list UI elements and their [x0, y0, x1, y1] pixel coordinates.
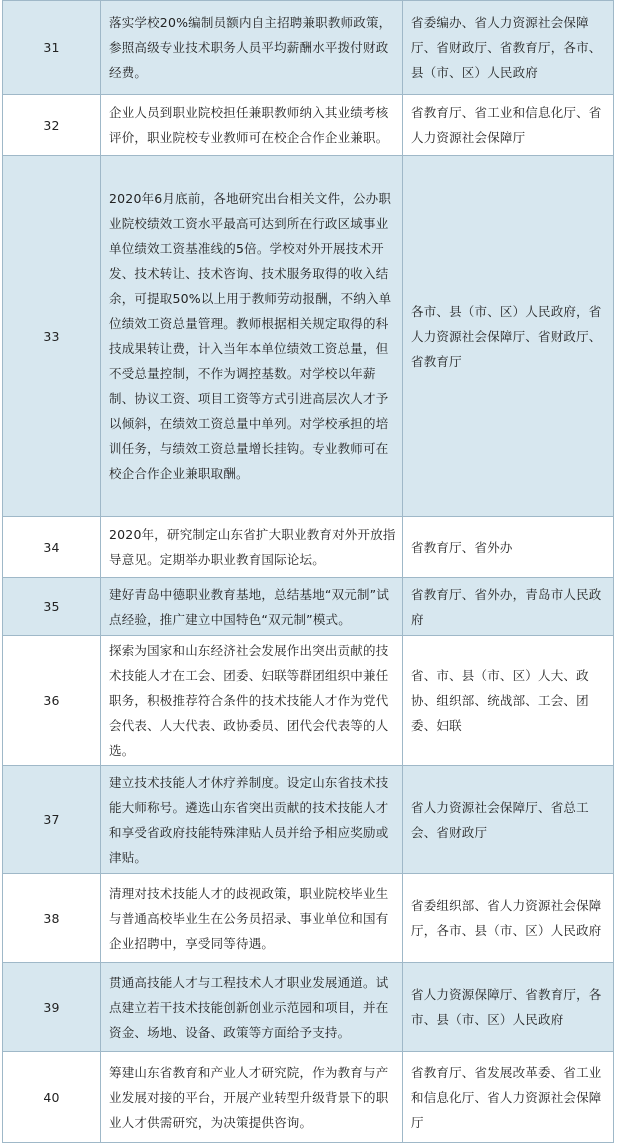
- table-row: [3, 963, 614, 1052]
- row-number: 39: [3, 963, 101, 1052]
- row-number: 38: [3, 874, 101, 963]
- row-number: 34: [3, 517, 101, 578]
- measure-text: 企业人员到职业院校担任兼职教师纳入其业绩考核评价，职业院校专业教师可在校企合作企业兼职。: [101, 95, 403, 156]
- department-text: 省人力资源保障厅、省教育厅，各市、县（市、区）人民政府: [403, 963, 614, 1052]
- department-text: 省人力资源社会保障厅、省总工会、省财政厅: [403, 766, 614, 874]
- table-row: [3, 578, 614, 636]
- row-number: 33: [3, 156, 101, 517]
- policy-table: [2, 0, 614, 1143]
- department-text: 省教育厅、省外办，青岛市人民政府: [403, 578, 614, 636]
- row-number: 40: [3, 1052, 101, 1143]
- measure-text: 清理对技术技能人才的歧视政策，职业院校毕业生与普通高校毕业生在公务员招录、事业单位和国有企业招聘中，享受同等待遇。: [101, 874, 403, 963]
- table-row: [3, 156, 614, 517]
- row-number: 37: [3, 766, 101, 874]
- measure-text: 探索为国家和山东经济社会发展作出突出贡献的技术技能人才在工会、团委、妇联等群团组织中兼任职务，积极推荐符合条件的技术技能人才作为党代会代表、人大代表、政协委员、团代会代表等的人选。: [101, 636, 403, 766]
- table-row: [3, 874, 614, 963]
- table-row: [3, 95, 614, 156]
- department-text: 省委编办、省人力资源社会保障厅、省财政厅、省教育厅，各市、县（市、区）人民政府: [403, 1, 614, 95]
- department-text: 省教育厅、省发展改革委、省工业和信息化厅、省人力资源社会保障厅: [403, 1052, 614, 1143]
- department-text: 省教育厅、省外办: [403, 517, 614, 578]
- measure-text: 贯通高技能人才与工程技术人才职业发展通道。试点建立若干技术技能创新创业示范园和项目，并在资金、场地、设备、政策等方面给予支持。: [101, 963, 403, 1052]
- table-row: [3, 517, 614, 578]
- measure-text: 筹建山东省教育和产业人才研究院，作为教育与产业发展对接的平台，开展产业转型升级背景下的职业人才供需研究，为决策提供咨询。: [101, 1052, 403, 1143]
- department-text: 省、市、县（市、区）人大、政协、组织部、统战部、工会、团委、妇联: [403, 636, 614, 766]
- measure-text: 2020年6月底前，各地研究出台相关文件，公办职业院校绩效工资水平最高可达到所在行政区域事业单位绩效工资基准线的5倍。学校对外开展技术开发、技术转让、技术咨询、技术服务取得的收入结余，可提取50%以上用于教师劳动报酬，不纳入单位绩效工资总量管理。教师根据相关规定取得的科技成果转让费，计入当年本单位绩效工资总量，但不受总量控制，不作为调控基数。对学校以年薪制、协议工资、项目工资等方式引进高层次人才予以倾斜，在绩效工资总量中单列。对学校承担的培训任务，与绩效工资总量增长挂钩。专业教师可在校企合作企业兼职取酬。: [101, 156, 403, 517]
- table-row: [3, 1052, 614, 1143]
- measure-text: 2020年，研究制定山东省扩大职业教育对外开放指导意见。定期举办职业教育国际论坛。: [101, 517, 403, 578]
- table-row: [3, 1, 614, 95]
- row-number: 31: [3, 1, 101, 95]
- department-text: 省教育厅、省工业和信息化厅、省人力资源社会保障厅: [403, 95, 614, 156]
- measure-text: 建立技术技能人才休疗养制度。设定山东省技术技能大师称号。遴选山东省突出贡献的技术技能人才和享受省政府技能特殊津贴人员并给予相应奖励或津贴。: [101, 766, 403, 874]
- department-text: 各市、县（市、区）人民政府，省人力资源社会保障厅、省财政厅、省教育厅: [403, 156, 614, 517]
- measure-text: 落实学校20%编制员额内自主招聘兼职教师政策，参照高级专业技术职务人员平均薪酬水平拨付财政经费。: [101, 1, 403, 95]
- department-text: 省委组织部、省人力资源社会保障厅，各市、县（市、区）人民政府: [403, 874, 614, 963]
- row-number: 32: [3, 95, 101, 156]
- table-row: [3, 766, 614, 874]
- row-number: 35: [3, 578, 101, 636]
- measure-text: 建好青岛中德职业教育基地，总结基地“双元制”试点经验，推广建立中国特色“双元制”模式。: [101, 578, 403, 636]
- row-number: 36: [3, 636, 101, 766]
- table-row: [3, 636, 614, 766]
